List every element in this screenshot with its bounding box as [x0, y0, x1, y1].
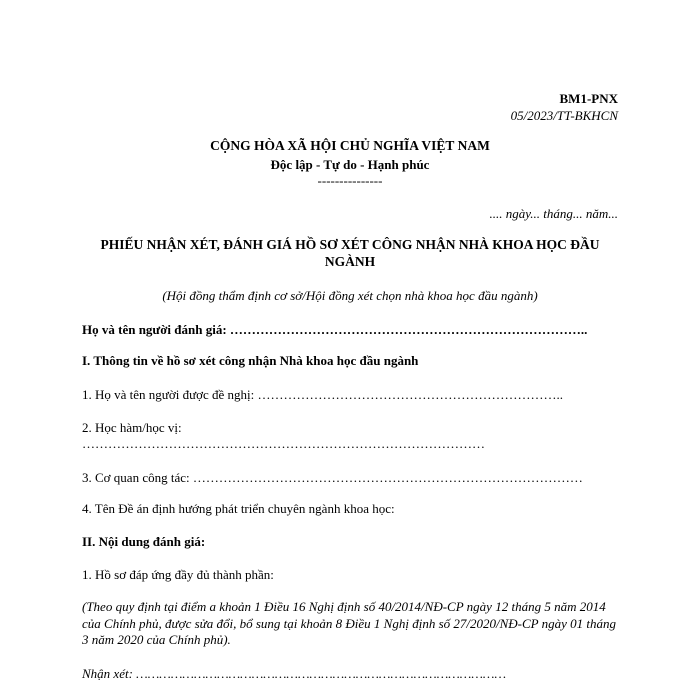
nation-heading: CỘNG HÒA XÃ HỘI CHỦ NGHĨA VIỆT NAM [210, 138, 490, 153]
section-2-heading: II. Nội dung đánh giá: [82, 534, 206, 549]
comment-line: Nhận xét: …………………………………………………………………………………… [82, 666, 507, 681]
header-divider: --------------- [317, 173, 383, 188]
academic-title-dots: ………………………………………………………………………………… [82, 436, 485, 451]
nominee-name-line: 1. Họ và tên người được đề nghị: …………………………………………………………….. [82, 387, 564, 402]
dossier-completeness-line: 1. Hồ sơ đáp ứng đầy đủ thành phần: [82, 567, 274, 582]
document-title: PHIẾU NHẬN XÉT, ĐÁNH GIÁ HỒ SƠ XÉT CÔNG NHẬN NHÀ KHOA HỌC ĐẦU NGÀNH [100, 237, 600, 269]
project-name-line: 4. Tên Đề án định hướng phát triển chuyên ngành khoa học: [82, 501, 395, 516]
date-line: .... ngày... tháng... năm... [489, 206, 618, 221]
section-1-heading: I. Thông tin về hồ sơ xét công nhận Nhà khoa học đầu ngành [82, 353, 419, 368]
academic-title-line: 2. Học hàm/học vị: [82, 420, 182, 435]
reviewer-name-line: Họ và tên người đánh giá: ……………………………………………………………………….. [82, 322, 588, 337]
motto: Độc lập - Tự do - Hạnh phúc [270, 157, 430, 172]
circular-code: 05/2023/TT-BKHCN [510, 108, 618, 123]
regulation-note: (Theo quy định tại điểm a khoản 1 Điều 16 Nghị định số 40/2014/NĐ-CP ngày 12 tháng 5 năm 2014 của Chính phủ, được sửa đổi, bổ sung tại khoản 8 Điều 1 Nghị định số 27/2020/NĐ-CP ngày 01 tháng 3 năm 2020 của Chính phủ). [82, 599, 617, 647]
document-subtitle: (Hội đồng thẩm định cơ sở/Hội đồng xét chọn nhà khoa học đầu ngành) [162, 288, 538, 303]
workplace-line: 3. Cơ quan công tác: ……………………………………………………………………………… [82, 470, 583, 485]
form-code: BM1-PNX [559, 91, 618, 106]
